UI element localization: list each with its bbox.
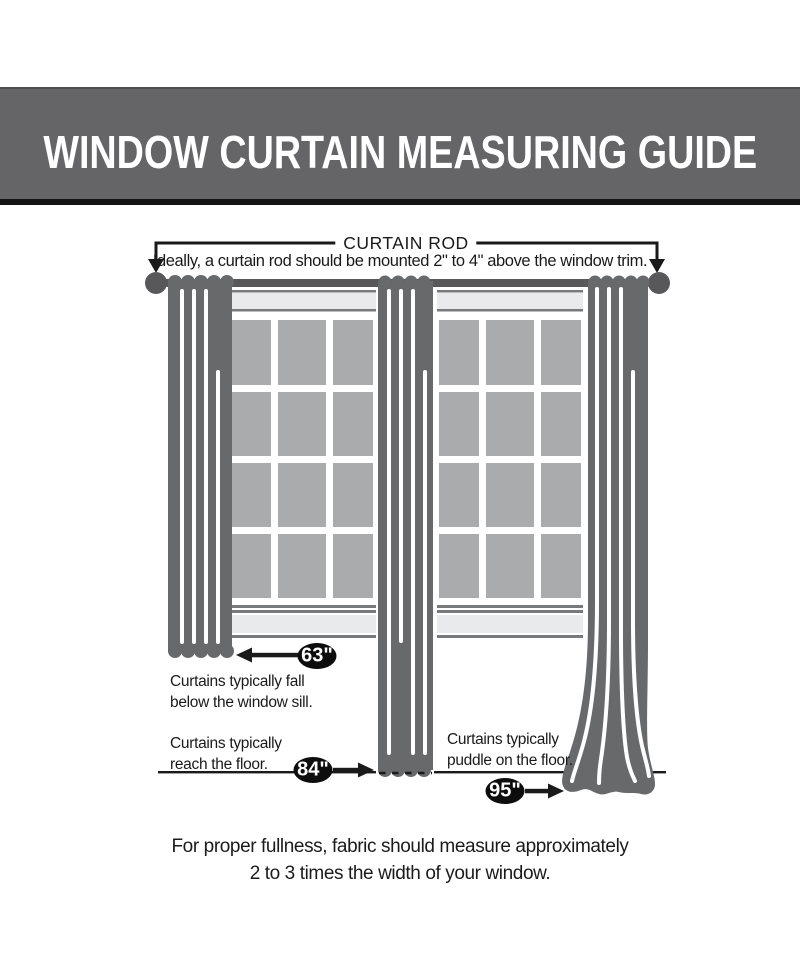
caption-95-line2: puddle on the floor. [447, 752, 573, 769]
caption-84-line1: Curtains typically [170, 735, 282, 752]
window-panes-right [439, 320, 581, 598]
caption-63 [170, 671, 312, 713]
fullness-note-line1: For proper fullness, fabric should measure approximately [171, 836, 629, 857]
caption-63-line1: Curtains typically fall [170, 673, 305, 690]
caption-84-line2: reach the floor. [170, 756, 268, 773]
length-badge-63: 63" [301, 644, 333, 667]
caption-63-line2: below the window sill. [170, 694, 313, 711]
window-panes-left [230, 320, 373, 598]
page-title: WINDOW CURTAIN MEASURING GUIDE [43, 126, 757, 178]
curtain-rod-note: Ideally, a curtain rod should be mounted 2" to 4" above the window trim. [152, 252, 648, 270]
fullness-note [0, 833, 800, 887]
curtain-63 [168, 275, 234, 658]
length-badge-95: 95" [489, 779, 521, 802]
caption-95-line1: Curtains typically [447, 731, 559, 748]
caption-95 [447, 729, 573, 771]
curtain-rod-label: CURTAIN ROD [335, 233, 476, 254]
fullness-note-line2: 2 to 3 times the width of your window. [249, 863, 551, 884]
caption-84 [170, 733, 282, 775]
length-badge-84: 84" [297, 758, 329, 781]
curtain-84 [378, 276, 433, 778]
